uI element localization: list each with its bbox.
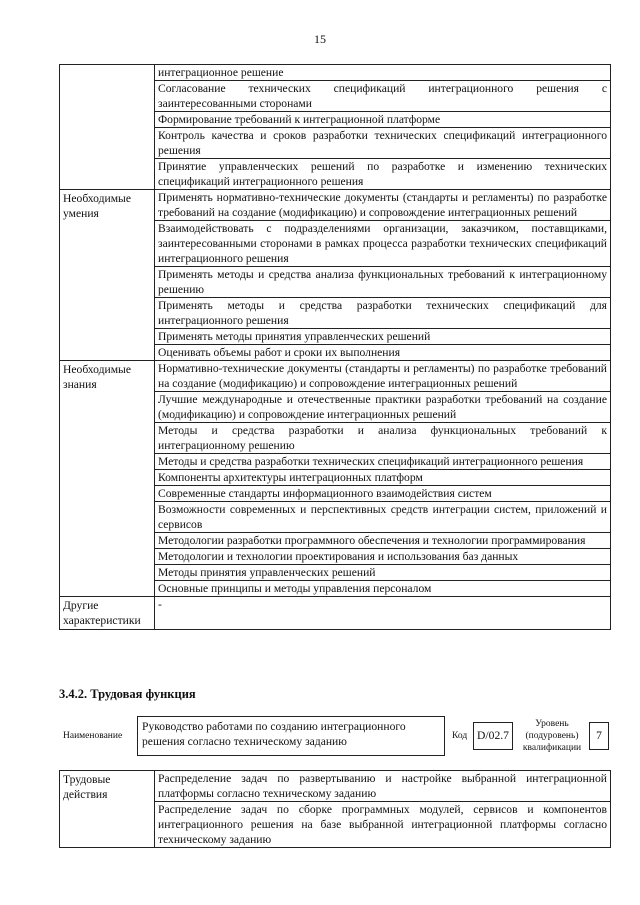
table-cell: Применять методы принятия управленческих решений xyxy=(155,329,611,345)
code-label: Код xyxy=(452,731,468,741)
level-label: Уровень (подуровень) квалификации xyxy=(522,719,582,753)
table-cell: Распределение задач по развертыванию и настройке выбранной интеграционной платформы согласно техническому заданию xyxy=(155,771,611,802)
table-row xyxy=(60,65,611,81)
table-cell: Основные принципы и методы управления персоналом xyxy=(155,581,611,597)
labor-actions-table xyxy=(59,770,611,848)
table-cell: Применять нормативно-технические документы (стандарты и регламенты) по разработке требований на создание (модификацию) и сопровождение интеграционных решений xyxy=(155,190,611,221)
row-category-label xyxy=(60,65,155,190)
table-cell: Распределение задач по сборке программных модулей, сервисов и компонентов интеграционного решения на базе выбранной интеграционной платформы согласно техническому заданию xyxy=(155,802,611,848)
row-category-label: Необходимые знания xyxy=(60,361,155,597)
table-cell: интеграционное решение xyxy=(155,65,611,81)
table-cell: Лучшие международные и отечественные практики разработки требований на создание (модификацию) и сопровождение интеграционных решений xyxy=(155,392,611,423)
row-category-label: Необходимые умения xyxy=(60,190,155,361)
function-info-row xyxy=(59,716,611,756)
level-box: 7 xyxy=(589,722,609,750)
requirements-table xyxy=(59,64,611,630)
table-cell: Согласование технических спецификаций интеграционного решения с заинтересованными сторонами xyxy=(155,81,611,112)
table-cell: - xyxy=(155,597,611,630)
table-row xyxy=(60,361,611,392)
table-cell: Принятие управленческих решений по разработке и изменению технических спецификаций интеграционного решения xyxy=(155,159,611,190)
table-cell: Применять методы и средства разработки технических спецификаций для интеграционного решения xyxy=(155,298,611,329)
table-cell: Контроль качества и сроков разработки технических спецификаций интеграционного решения xyxy=(155,128,611,159)
table-cell: Методы и средства разработки технических спецификаций интеграционного решения xyxy=(155,454,611,470)
row-category-label: Другие характеристики xyxy=(60,597,155,630)
table-row xyxy=(60,597,611,630)
table-cell: Взаимодействовать с подразделениями организации, заказчиком, поставщиками, заинтересованными сторонами в рамках процесса разработки технических спецификаций интеграционного решения xyxy=(155,221,611,267)
page-number: 15 xyxy=(314,32,326,46)
requirements-table-body xyxy=(60,65,611,630)
table-cell: Компоненты архитектуры интеграционных платформ xyxy=(155,470,611,486)
table-cell: Методологии разработки программного обеспечения и технологии программирования xyxy=(155,533,611,549)
table-cell: Методологии и технологии проектирования и использования баз данных xyxy=(155,549,611,565)
code-box: D/02.7 xyxy=(473,722,513,750)
table-row xyxy=(60,190,611,221)
table-cell: Современные стандарты информационного взаимодействия систем xyxy=(155,486,611,502)
name-label: Наименование xyxy=(63,731,123,741)
table-cell: Применять методы и средства анализа функциональных требований к интеграционному решению xyxy=(155,267,611,298)
section-heading: 3.4.2. Трудовая функция xyxy=(59,687,196,701)
table-cell: Нормативно-технические документы (стандарты и регламенты) по разработке требований на создание (модификацию) и сопровождение интеграционных решений xyxy=(155,361,611,392)
function-name-box: Руководство работами по созданию интеграционного решения согласно техническому заданию xyxy=(137,716,445,756)
table-cell: Возможности современных и перспективных средств интеграции систем, приложений и сервисов xyxy=(155,502,611,533)
table-cell: Методы принятия управленческих решений xyxy=(155,565,611,581)
table-cell: Формирование требований к интеграционной платформе xyxy=(155,112,611,128)
table-row xyxy=(60,771,611,802)
row-category-label: Трудовые действия xyxy=(60,771,155,848)
table-cell: Методы и средства разработки и анализа функциональных требований к интеграционному решению xyxy=(155,423,611,454)
table-cell: Оценивать объемы работ и сроки их выполнения xyxy=(155,345,611,361)
labor-actions-table-body xyxy=(60,771,611,848)
